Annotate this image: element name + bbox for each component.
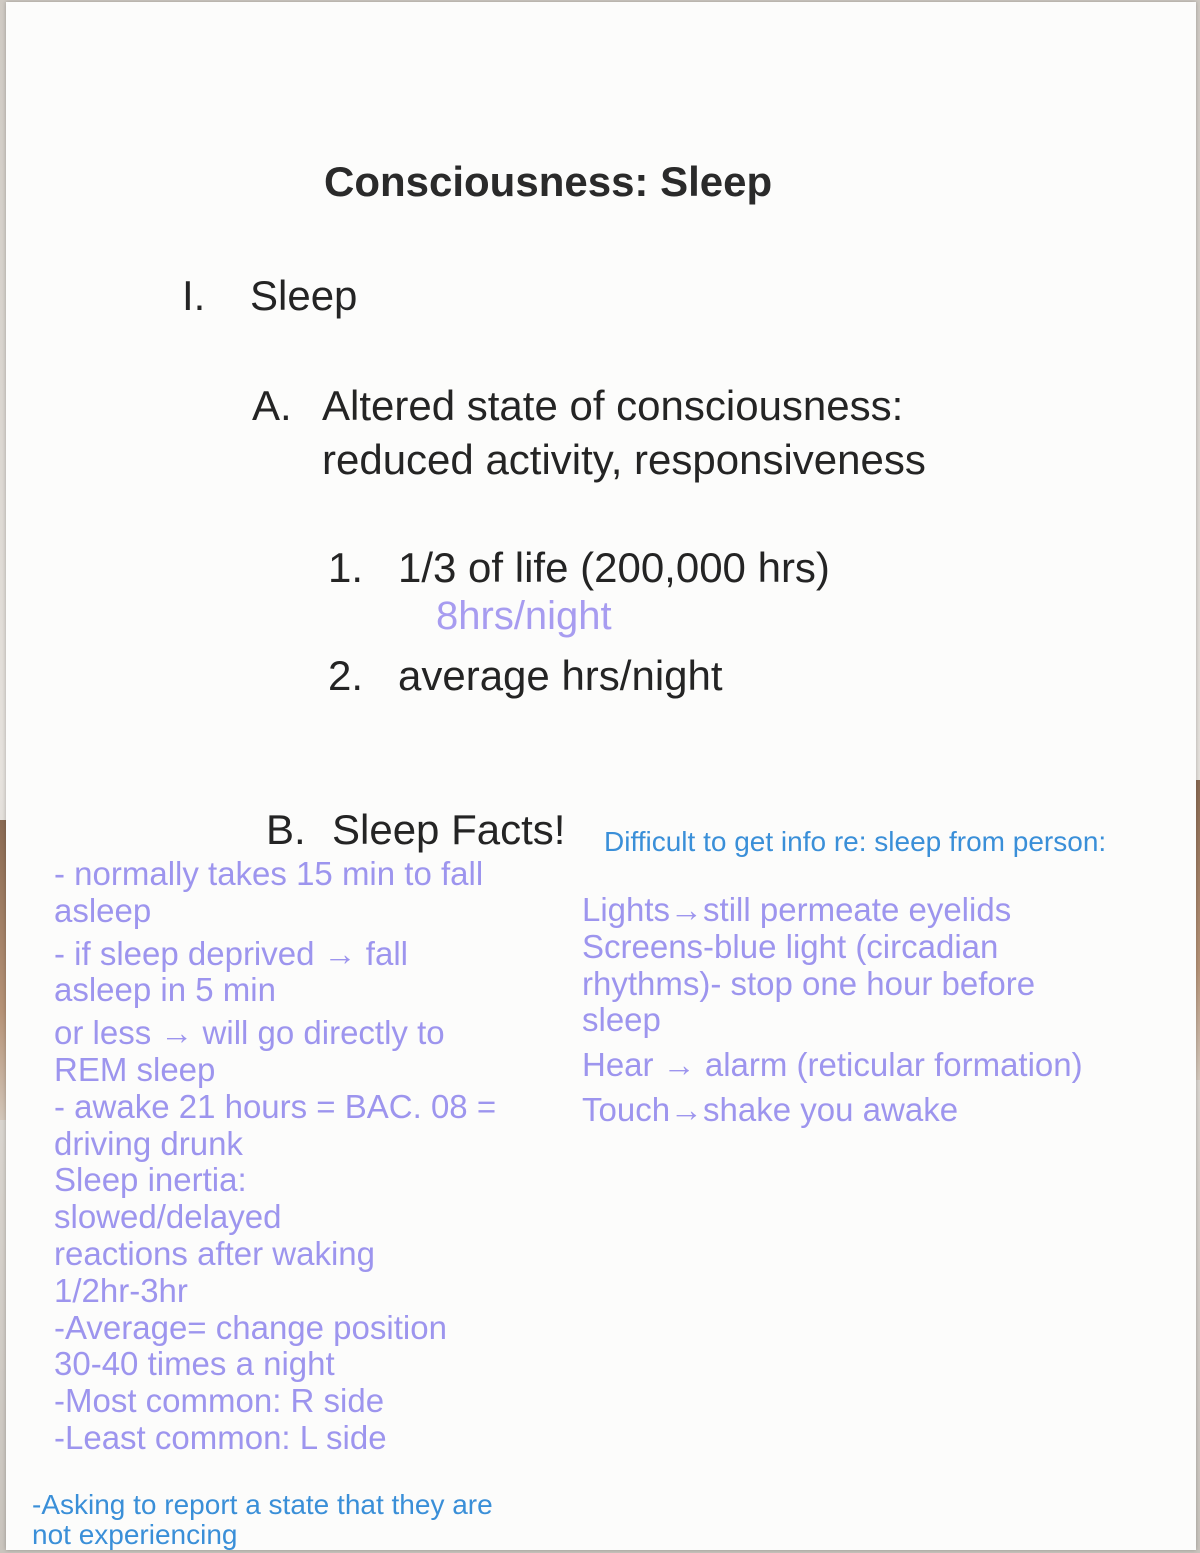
point-b-label: Sleep Facts! — [332, 806, 566, 853]
item-2-marker: 2. — [328, 652, 364, 699]
left-note-line: slowed/delayed — [54, 1198, 282, 1236]
bottom-note — [32, 1490, 493, 1550]
left-note-line: -Most common: R side — [54, 1382, 385, 1420]
page-title: Consciousness: Sleep — [324, 158, 773, 205]
left-note-line: -Least common: L side — [54, 1418, 387, 1456]
point-a-line1: Altered state of consciousness: — [322, 382, 904, 429]
bottom-note-line1: -Asking to report a state that they are — [32, 1489, 493, 1520]
right-column-heading: Difficult to get info re: sleep from person: — [604, 826, 1107, 857]
item-1-marker: 1. — [328, 544, 364, 591]
left-notes — [54, 856, 496, 1457]
right-note-line: Touch→shake you awake — [582, 1090, 959, 1128]
right-notes — [582, 892, 1083, 1129]
left-note-line: reactions after waking — [54, 1234, 375, 1272]
section-i-label: Sleep — [250, 272, 358, 319]
bottom-note-line2: not experiencing — [32, 1519, 238, 1550]
left-note-line: Sleep inertia: — [54, 1161, 247, 1199]
left-note-line: asleep — [54, 891, 152, 929]
right-note-line: Screens-blue light (circadian — [582, 927, 999, 965]
left-note-line: REM sleep — [54, 1050, 216, 1088]
point-b-marker: B. — [266, 806, 306, 853]
point-a-marker: A. — [252, 382, 292, 429]
item-2-text: average hrs/night — [398, 652, 723, 699]
section-i-marker: I. — [182, 272, 206, 319]
item-1-handwritten-note: 8hrs/night — [436, 594, 612, 638]
left-note-line: - normally takes 15 min to fall — [54, 855, 484, 892]
left-note-line: or less → will go directly to — [54, 1014, 445, 1052]
left-note-line: - awake 21 hours = BAC. 08 = — [54, 1087, 497, 1125]
point-a-line2: reduced activity, responsiveness — [322, 436, 926, 483]
right-note-line: rhythms)- stop one hour before — [582, 964, 1036, 1002]
left-note-line: asleep in 5 min — [54, 971, 276, 1009]
left-note-line: 1/2hr-3hr — [54, 1271, 188, 1309]
left-note-line: - if sleep deprived → fall — [54, 934, 408, 972]
right-note-line: Hear → alarm (reticular formation) — [582, 1046, 1083, 1084]
paper-sheet — [6, 2, 1196, 1550]
left-note-line: -Average= change position — [54, 1308, 447, 1346]
right-note-line: Lights→still permeate eyelids — [582, 891, 1012, 928]
left-note-line: driving drunk — [54, 1124, 243, 1162]
left-note-line: 30-40 times a night — [54, 1345, 335, 1383]
item-1-text: 1/3 of life (200,000 hrs) — [398, 544, 830, 591]
right-note-line: sleep — [582, 1001, 661, 1039]
